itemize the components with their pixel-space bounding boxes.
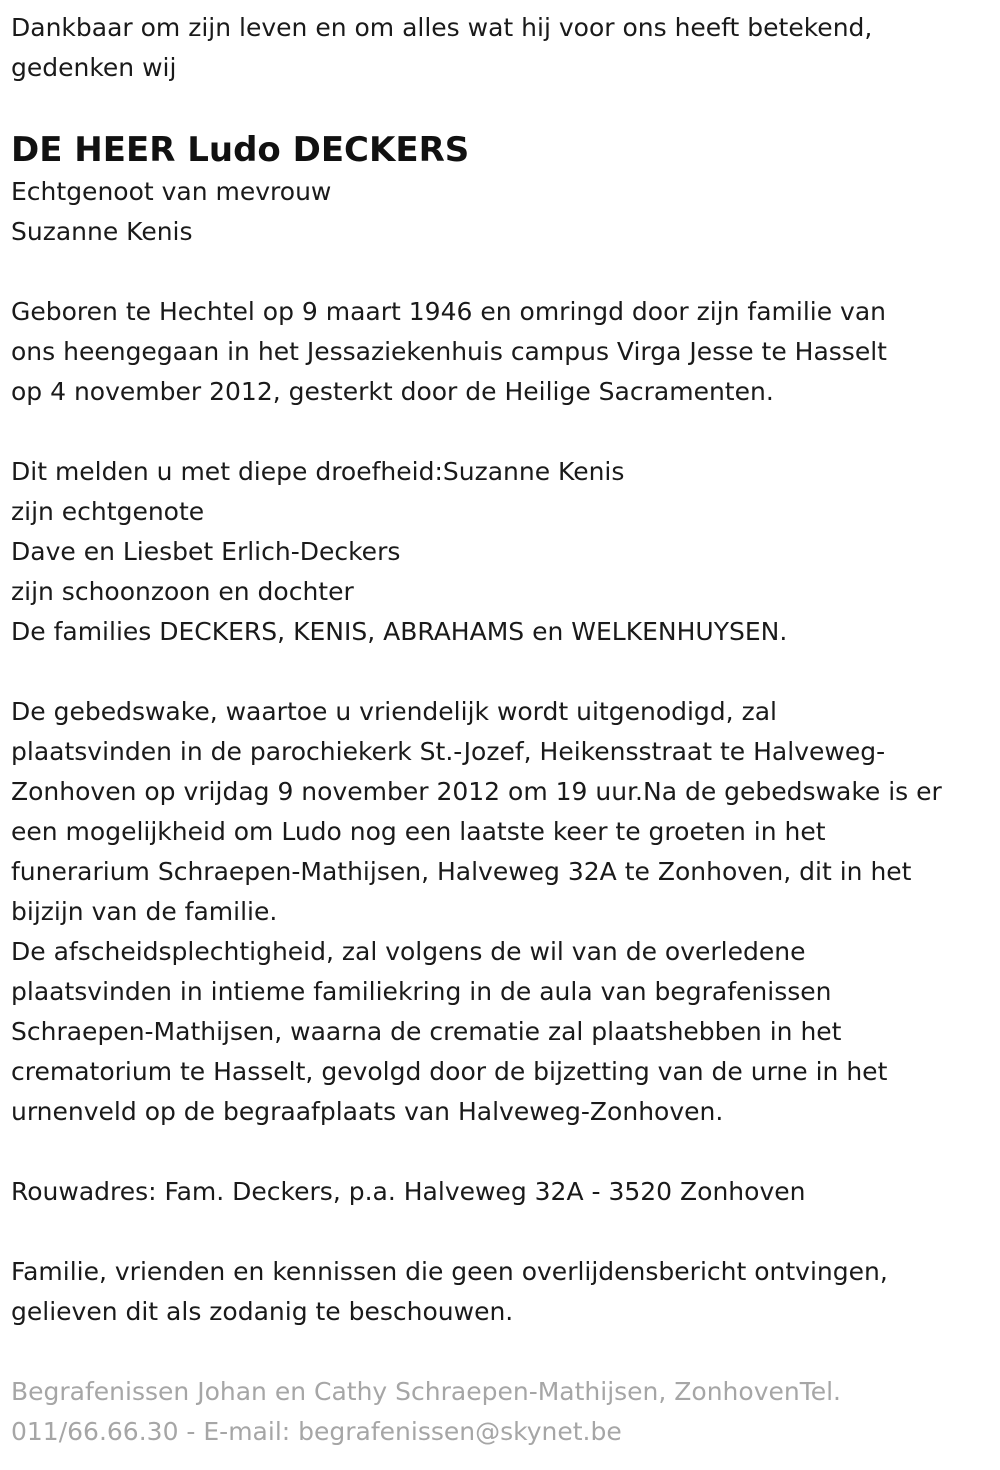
spouse-text: Echtgenoot van mevrouw Suzanne Kenis: [11, 177, 332, 246]
intro-text: Dankbaar om zijn leven en om alles wat hij voor ons heeft betekend, gedenken wij: [11, 13, 873, 82]
deceased-name: DE HEER Ludo DECKERS: [11, 130, 470, 170]
footer-text: Begrafenissen Johan en Cathy Schraepen-Mathijsen, ZonhovenTel. 011/66.66.30 - E-mail: begrafenissen@skynet.be: [11, 1377, 842, 1446]
ceremony-text: De gebedswake, waartoe u vriendelijk wordt uitgenodigd, zal plaatsvinden in de parochiekerk St.-Jozef, Heikensstraat te Halveweg- Zonhoven op vrijdag 9 november 2012 om 19 uur.Na de gebedswake is er een mogelijkheid om Ludo nog een laatste keer te groeten in het funerarium Schraepen-Mathijsen, Halveweg 32A te Zonhoven, dit in het bijzijn van de familie. De afscheidsplechtigheid, zal volgens de wil van de overledene plaatsvinden in intieme familiekring in de aula van begrafenissen Schraepen-Mathijsen, waarna de crematie zal plaatshebben in het crematorium te Hasselt, gevolgd door de bijzetting van de urne in het urnenveld op de begraafplaats van Halveweg-Zonhoven.: [11, 697, 942, 1126]
notice-text: Familie, vrienden en kennissen die geen overlijdensbericht ontvingen, gelieven dit als zodanig te beschouwen.: [11, 1257, 888, 1326]
announcers-text: Dit melden u met diepe droefheid:Suzanne Kenis zijn echtgenote Dave en Liesbet Erlich-Deckers zijn schoonzoon en dochter De families DECKERS, KENIS, ABRAHAMS en WELKENHUYSEN.: [11, 457, 788, 646]
birth-death-text: Geboren te Hechtel op 9 maart 1946 en omringd door zijn familie van ons heengegaan in het Jessaziekenhuis campus Virga Jesse te Hasselt op 4 november 2012, gesterkt door de Heilige Sacramenten.: [11, 297, 887, 406]
address-text: Rouwadres: Fam. Deckers, p.a. Halveweg 32A - 3520 Zonhoven: [11, 1177, 806, 1206]
